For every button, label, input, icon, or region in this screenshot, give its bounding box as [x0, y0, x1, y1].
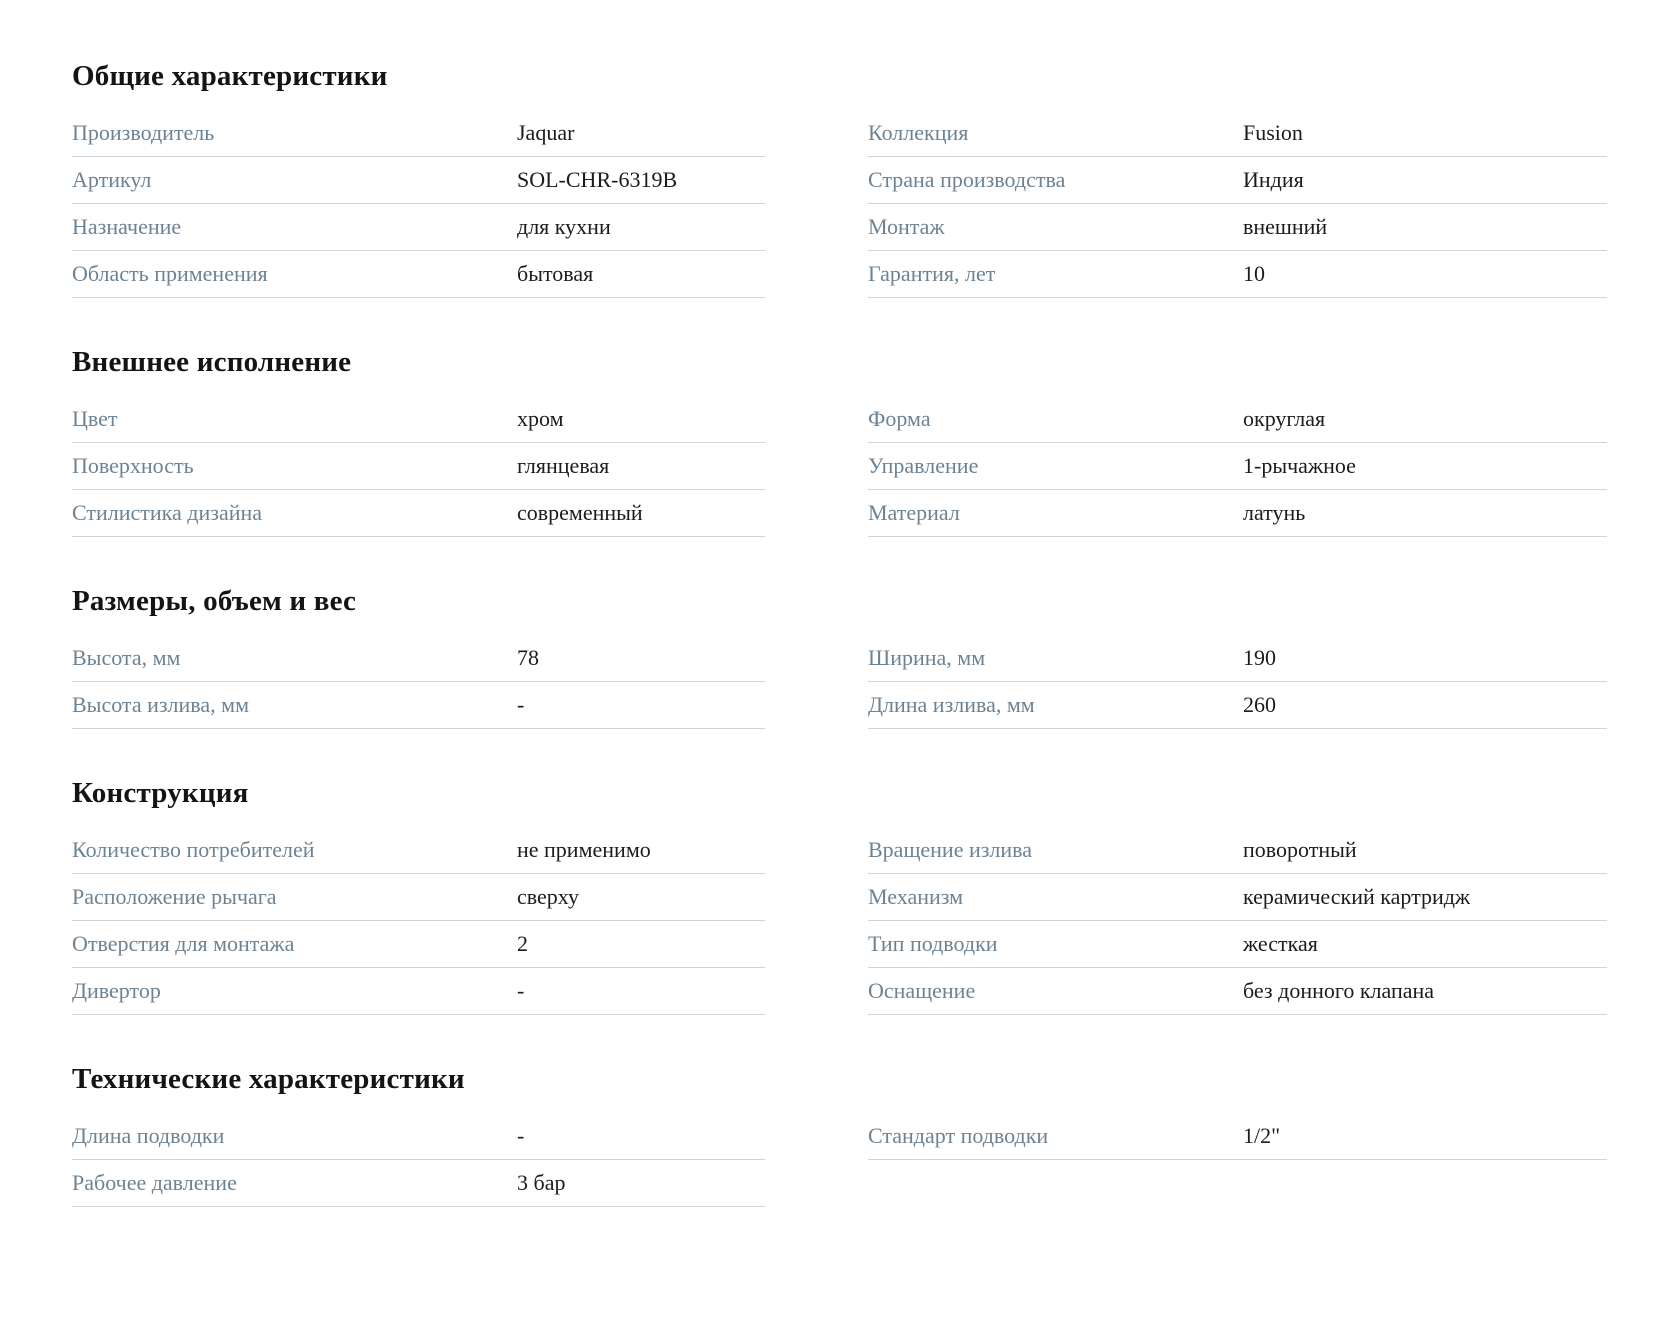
spec-row — [868, 157, 1607, 204]
spec-row — [868, 110, 1607, 157]
spec-section — [72, 58, 1608, 298]
spec-label: Производитель — [72, 120, 215, 145]
spec-row — [868, 443, 1607, 490]
spec-value: 190 — [1243, 645, 1276, 670]
spec-row — [72, 921, 765, 968]
spec-value: 10 — [1243, 261, 1265, 286]
section-title: Конструкция — [72, 777, 249, 809]
spec-row — [868, 635, 1607, 682]
spec-section — [72, 583, 1608, 729]
spec-value: для кухни — [517, 214, 611, 239]
spec-label: Высота излива, мм — [72, 692, 249, 717]
spec-column-left — [72, 1113, 765, 1207]
section-title: Общие характеристики — [72, 60, 388, 92]
spec-label: Страна производства — [868, 167, 1066, 192]
spec-value: 2 — [517, 931, 528, 956]
spec-label: Длина излива, мм — [868, 692, 1035, 717]
spec-label: Цвет — [72, 406, 118, 431]
spec-row — [72, 490, 765, 537]
spec-label: Высота, мм — [72, 645, 181, 670]
spec-row — [868, 827, 1607, 874]
spec-row — [868, 874, 1607, 921]
spec-row — [72, 827, 765, 874]
section-title: Технические характеристики — [72, 1063, 465, 1095]
spec-section — [72, 775, 1608, 1015]
spec-value: современный — [517, 500, 643, 525]
spec-value: округлая — [1243, 406, 1326, 431]
spec-value: без донного клапана — [1243, 978, 1435, 1003]
spec-label: Коллекция — [868, 120, 969, 145]
spec-row — [72, 396, 765, 443]
spec-value: сверху — [517, 884, 579, 909]
spec-value: - — [517, 1123, 525, 1148]
section-columns — [72, 635, 1608, 729]
spec-value: Fusion — [1243, 120, 1303, 145]
spec-value: 78 — [517, 645, 539, 670]
spec-row — [72, 443, 765, 490]
spec-row — [868, 921, 1607, 968]
spec-column-left — [72, 827, 765, 1015]
spec-label: Вращение излива — [868, 837, 1033, 862]
spec-value: глянцевая — [517, 453, 610, 478]
spec-column-right — [868, 1113, 1607, 1160]
spec-label: Отверстия для монтажа — [72, 931, 295, 956]
spec-label: Тип подводки — [868, 931, 998, 956]
spec-label: Область применения — [72, 261, 268, 286]
section-columns — [72, 396, 1608, 537]
section-columns — [72, 1113, 1608, 1207]
spec-row — [72, 204, 765, 251]
spec-value: керамический картридж — [1243, 884, 1471, 909]
spec-value: бытовая — [517, 261, 594, 286]
spec-value: латунь — [1243, 500, 1306, 525]
spec-column-right — [868, 396, 1607, 537]
spec-value: - — [517, 978, 525, 1003]
spec-row — [868, 204, 1607, 251]
spec-label: Ширина, мм — [868, 645, 986, 670]
spec-value: SOL-CHR-6319B — [517, 167, 678, 192]
spec-label: Поверхность — [72, 453, 194, 478]
section-title: Размеры, объем и вес — [72, 585, 357, 617]
spec-label: Монтаж — [868, 214, 945, 239]
spec-label: Артикул — [72, 167, 152, 192]
section-columns — [72, 110, 1608, 298]
spec-row — [868, 682, 1607, 729]
spec-label: Механизм — [868, 884, 964, 909]
spec-row — [72, 682, 765, 729]
spec-value: поворотный — [1243, 837, 1357, 862]
spec-value: не применимо — [517, 837, 651, 862]
spec-row — [72, 1160, 765, 1207]
spec-label: Материал — [868, 500, 960, 525]
spec-section — [72, 344, 1608, 537]
spec-label: Стандарт подводки — [868, 1123, 1049, 1148]
spec-value: 1-рычажное — [1243, 453, 1356, 478]
spec-column-left — [72, 396, 765, 537]
section-columns — [72, 827, 1608, 1015]
spec-row — [72, 968, 765, 1015]
spec-row — [868, 251, 1607, 298]
spec-row — [868, 968, 1607, 1015]
spec-label: Стилистика дизайна — [72, 500, 263, 525]
spec-value: хром — [517, 406, 564, 431]
spec-value: Индия — [1243, 167, 1304, 192]
spec-value: - — [517, 692, 525, 717]
spec-label: Гарантия, лет — [868, 261, 996, 286]
spec-label: Расположение рычага — [72, 884, 277, 909]
spec-row — [72, 1113, 765, 1160]
spec-label: Управление — [868, 453, 979, 478]
spec-label: Длина подводки — [72, 1123, 225, 1148]
spec-column-right — [868, 635, 1607, 729]
spec-value: 3 бар — [517, 1170, 566, 1195]
spec-row — [868, 1113, 1607, 1160]
spec-row — [868, 396, 1607, 443]
spec-value: внешний — [1243, 214, 1328, 239]
spec-row — [72, 251, 765, 298]
spec-column-right — [868, 110, 1607, 298]
spec-label: Назначение — [72, 214, 182, 239]
spec-label: Количество потребителей — [72, 837, 315, 862]
spec-row — [72, 874, 765, 921]
spec-row — [72, 110, 765, 157]
section-title: Внешнее исполнение — [72, 346, 352, 378]
spec-label: Оснащение — [868, 978, 976, 1003]
specs-table — [72, 58, 1608, 1207]
spec-section — [72, 1061, 1608, 1207]
spec-value: Jaquar — [517, 120, 575, 145]
spec-column-left — [72, 110, 765, 298]
spec-label: Рабочее давление — [72, 1170, 237, 1195]
spec-row — [72, 157, 765, 204]
spec-value: жесткая — [1243, 931, 1318, 956]
spec-label: Дивертор — [72, 978, 161, 1003]
spec-value: 260 — [1243, 692, 1276, 717]
spec-column-right — [868, 827, 1607, 1015]
spec-label: Форма — [868, 406, 931, 431]
spec-row — [868, 490, 1607, 537]
spec-value: 1/2" — [1243, 1123, 1281, 1148]
spec-row — [72, 635, 765, 682]
spec-column-left — [72, 635, 765, 729]
